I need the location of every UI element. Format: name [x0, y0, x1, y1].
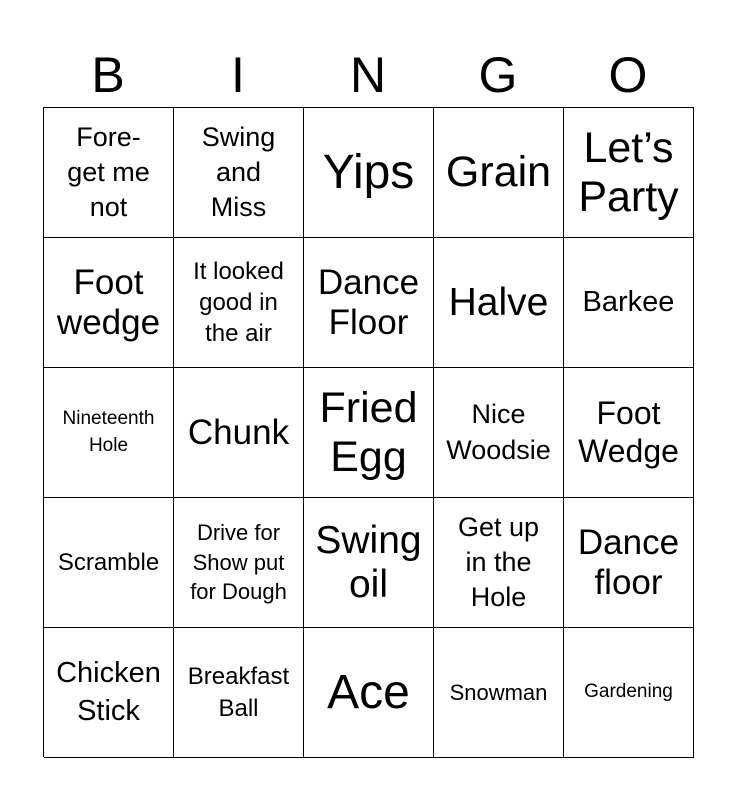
bingo-board: [43, 107, 694, 757]
cell-label: Drive for Show put for Dough: [190, 519, 287, 605]
bingo-cell-r4-c2[interactable]: [174, 498, 304, 628]
cell-label: Nineteenth Hole: [62, 407, 155, 456]
bingo-cell-r1-c4[interactable]: [434, 108, 564, 238]
bingo-cell-r5-c5[interactable]: [564, 628, 694, 758]
cell-label: Grain: [445, 148, 552, 197]
bingo-cell-r2-c2[interactable]: [174, 238, 304, 368]
header-letter-i: I: [231, 47, 245, 103]
cell-label: Get up in the Hole: [457, 511, 540, 613]
bingo-cell-r1-c3[interactable]: [304, 108, 434, 238]
cell-label: Swing and Miss: [201, 121, 276, 223]
bingo-cell-r4-c3[interactable]: [304, 498, 434, 628]
cell-label: Swing oil: [315, 518, 422, 606]
cell-label: Yips: [322, 145, 415, 199]
bingo-cell-r4-c1[interactable]: [44, 498, 174, 628]
cell-label: Fried Egg: [319, 384, 418, 481]
bingo-cell-r3-c2[interactable]: [174, 368, 304, 498]
bingo-cell-r2-c3[interactable]: [304, 238, 434, 368]
bingo-cell-r1-c1[interactable]: [44, 108, 174, 238]
header-letter-g: G: [478, 47, 518, 103]
bingo-cell-r3-c5[interactable]: [564, 368, 694, 498]
bingo-cell-r5-c3[interactable]: [304, 628, 434, 758]
bingo-cell-r3-c4[interactable]: [434, 368, 564, 498]
bingo-cell-r2-c5[interactable]: [564, 238, 694, 368]
cell-label: It looked good in the air: [193, 257, 284, 348]
cell-label: Halve: [448, 280, 549, 324]
bingo-cell-r3-c1[interactable]: [44, 368, 174, 498]
cell-label: Dance floor: [577, 522, 680, 602]
cell-label: Let’s Party: [578, 124, 679, 221]
bingo-cell-r3-c3[interactable]: [304, 368, 434, 498]
bingo-cell-r5-c2[interactable]: [174, 628, 304, 758]
cell-label: Breakfast Ball: [187, 663, 290, 722]
cell-label: Snowman: [449, 679, 548, 705]
bingo-cell-r4-c4[interactable]: [434, 498, 564, 628]
cell-label: Ace: [327, 665, 410, 719]
cell-label: Foot wedge: [56, 262, 161, 342]
bingo-cell-r4-c5[interactable]: [564, 498, 694, 628]
header-letter-n: N: [349, 47, 387, 103]
bingo-cell-r5-c4[interactable]: [434, 628, 564, 758]
cell-label: Fore- get me not: [67, 121, 150, 223]
bingo-cell-r1-c5[interactable]: [564, 108, 694, 238]
cell-label: Gardening: [584, 681, 673, 703]
bingo-cell-r2-c4[interactable]: [434, 238, 564, 368]
cell-label: Chicken Stick: [56, 656, 161, 727]
bingo-cell-r5-c1[interactable]: [44, 628, 174, 758]
cell-label: Nice Woodsie: [446, 399, 551, 465]
cell-label: Foot Wedge: [578, 394, 679, 469]
bingo-cell-r1-c2[interactable]: [174, 108, 304, 238]
bingo-cell-r2-c1[interactable]: [44, 238, 174, 368]
cell-label: Dance Floor: [317, 262, 420, 342]
bingo-header: [43, 44, 693, 106]
header-letter-b: B: [91, 47, 125, 103]
cell-label: Scramble: [57, 548, 160, 576]
cell-label: Barkee: [582, 285, 675, 318]
cell-label: Chunk: [187, 412, 290, 452]
header-letter-o: O: [608, 47, 648, 103]
